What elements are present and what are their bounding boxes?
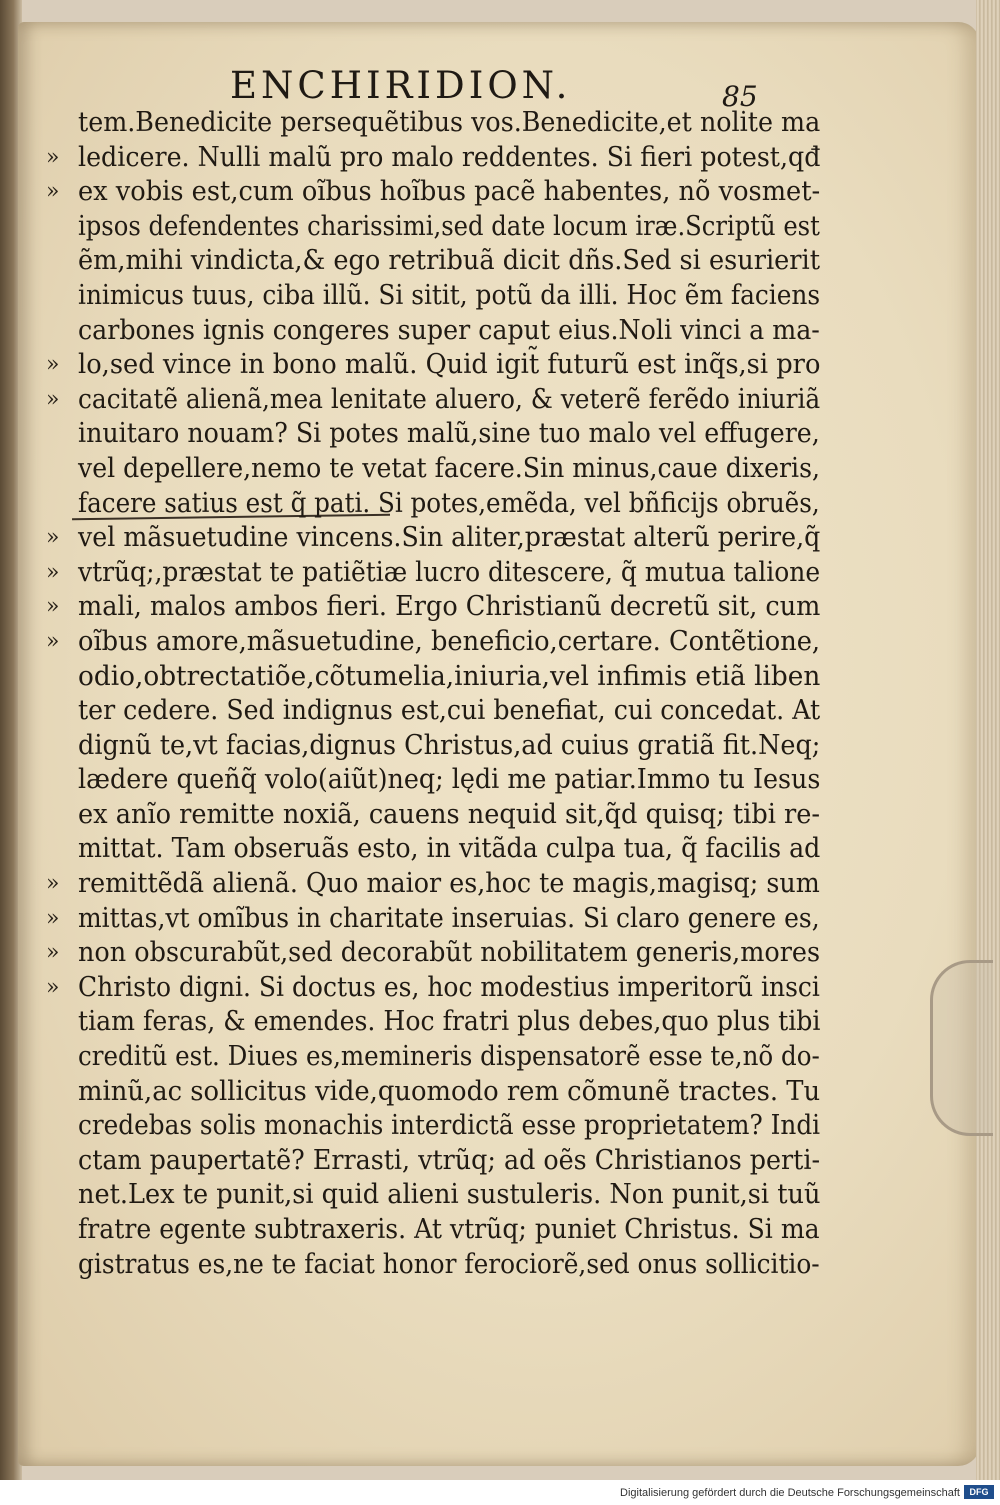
margin-mark: » <box>46 525 60 551</box>
text-line: facere satius est q̃ pati. Si potes,emẽda, vel bñficijs obruẽs, <box>78 487 820 519</box>
page-number: 85 <box>722 80 758 113</box>
text-line: oĩbus amore,mãsuetudine, beneficio,certare. Contẽtione, <box>78 625 821 657</box>
margin-mark: » <box>46 352 60 378</box>
text-line: ex vobis est,cum oĩbus hoĩbus pacẽ habentes, nõ vosmet- <box>78 176 821 208</box>
text-line: vel depellere,nemo te vetat facere.Sin minus,caue dixeris, <box>78 452 821 484</box>
margin-mark: » <box>46 974 60 1000</box>
text-line: creditũ est. Diues es,memineris dispensatorẽ esse te,nõ do- <box>78 1041 820 1073</box>
text-line: ẽm,mihi vindicta,& ego retribuã dicit dñs.Sed si esurierit <box>78 245 820 277</box>
text-line: odio,obtrectatiõe,cõtumelia,iniuria,vel infimis etiã liben <box>78 660 821 692</box>
digitization-footer <box>0 1480 1000 1505</box>
text-line: mittat. Tam obseruãs esto, in vitãda culpa tua, q̃ facilis ad <box>78 833 821 865</box>
text-line: cacitatẽ alienã,mea lenitate aluero, & veterẽ ferẽdo iniuriã <box>78 383 821 415</box>
text-line: ctam paupertatẽ? Errasti, vtrũq; ad oẽs Christianos perti- <box>78 1144 821 1176</box>
text-line: Christo digni. Si doctus es, hoc modestius imperitorũ insci <box>78 971 820 1003</box>
body-text <box>78 106 820 1282</box>
text-line: ex anĩo remitte noxiã, cauens nequid sit,q̃d quisq; tibi re- <box>78 798 821 830</box>
margin-mark: » <box>46 144 60 170</box>
text-line: ipsos defendentes charissimi,sed date locum iræ.Scriptũ est <box>78 210 820 242</box>
text-line: non obscurabũt,sed decorabũt nobilitatem generis,mores <box>78 937 821 969</box>
margin-mark: » <box>46 559 60 585</box>
margin-mark: » <box>46 594 60 620</box>
text-line: vtrũq;,præstat te patiẽtiæ lucro ditescere, q̃ mutua talione <box>78 556 821 588</box>
text-line: fratre egente subtraxeris. At vtrũq; puniet Christus. Si ma <box>78 1214 820 1245</box>
text-line: tiam feras, & emendes. Hoc fratri plus debes,quo plus tibi <box>78 1006 821 1038</box>
footer-credit: Digitalisierung gefördert durch die Deutsche Forschungsgemeinschaft <box>620 1487 960 1499</box>
text-line: inuitaro nouam? Si potes malũ,sine tuo malo vel effugere, <box>78 418 820 450</box>
dfg-logo: DFG <box>964 1485 994 1499</box>
text-line: lædere queñq̃ volo(aiũt)neq; lędi me patiar.Immo tu Iesus <box>78 764 821 796</box>
margin-mark: » <box>46 871 60 897</box>
margin-mark: » <box>46 905 60 931</box>
text-line: remittẽdã alienã. Quo maior es,hoc te magis,magisq; sum <box>78 868 820 900</box>
text-line: gistratus es,ne te faciat honor ferociorẽ,sed onus sollicitio- <box>78 1248 820 1280</box>
page-clip <box>930 960 993 1136</box>
text-line: tem.Benedicite persequẽtibus vos.Benedicite,et nolite ma <box>78 107 821 138</box>
text-line: minũ,ac sollicitus vide,quomodo rem cõmunẽ tractes. Tu <box>78 1075 821 1107</box>
text-line: carbones ignis congeres super caput eius.Noli vinci a ma- <box>78 314 820 346</box>
margin-mark: » <box>46 940 60 966</box>
text-line: dignũ te,vt facias,dignus Christus,ad cuius gratiã fit.Neq; <box>78 729 821 761</box>
text-line: net.Lex te punit,si quid alieni sustuleris. Non punit,si tuũ <box>78 1179 821 1211</box>
running-head: ENCHIRIDION. <box>230 64 572 107</box>
text-line: lo,sed vince in bono malũ. Quid igit̃ futurũ est inq̃s,si pro <box>78 349 821 381</box>
margin-mark: » <box>46 179 60 205</box>
margin-marks <box>46 106 76 1005</box>
margin-mark: » <box>46 628 60 654</box>
text-line: mittas,vt omĩbus in charitate inseruias. Si claro genere es, <box>78 902 820 934</box>
text-line: credebas solis monachis interdictã esse proprietatem? Indi <box>78 1110 821 1142</box>
text-line: inimicus tuus, ciba illũ. Si sitit, potũ da illi. Hoc ẽm faciens <box>78 279 821 311</box>
margin-mark: » <box>46 386 60 412</box>
text-line: mali, malos ambos fieri. Ergo Christianũ decretũ sit, cum <box>78 591 821 623</box>
text-line: vel mãsuetudine vincens.Sin aliter,præstat alterũ perire,q̃ <box>78 522 821 554</box>
text-line: ter cedere. Sed indignus est,cui benefiat, cui concedat. At <box>78 695 821 727</box>
page-fore-edge <box>976 0 1000 1480</box>
text-line: ledicere. Nulli malũ pro malo reddentes. Si fieri potest,qđ <box>78 141 821 173</box>
